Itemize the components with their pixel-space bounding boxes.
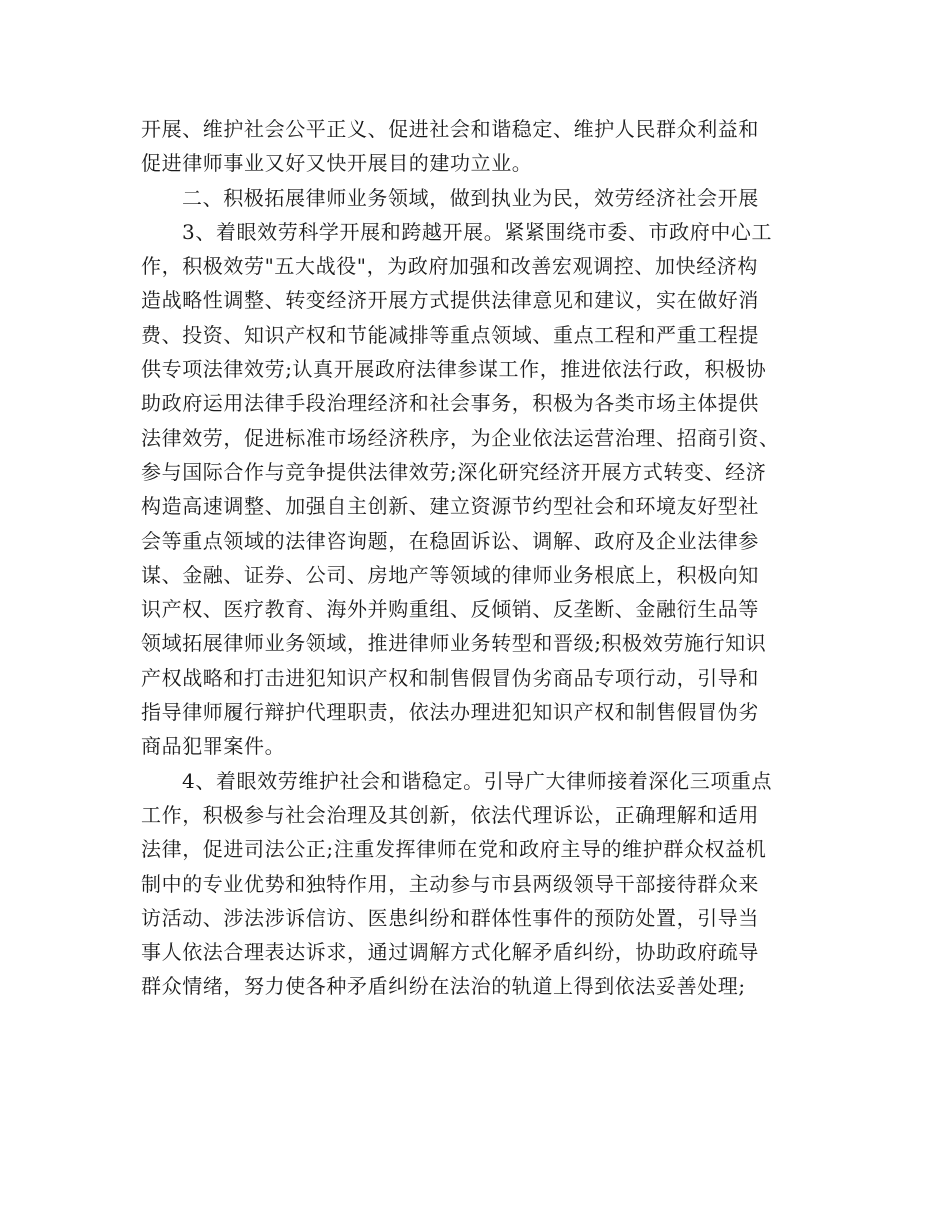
text-line: 开展、维护社会公平正义、促进社会和谐稳定、维护人民群众利益和: [141, 117, 759, 141]
text-line: 法律，促进司法公正;注重发挥律师在党和政府主导的维护群众权益机: [141, 837, 767, 862]
text-line: 造战略性调整、转变经济开展方式提供法律意见和建议，实在做好消: [141, 288, 759, 313]
text-line: 谋、金融、证券、公司、房地产等领域的律师业务根底上，积极向知: [141, 562, 759, 587]
text-line: 助政府运用法律手段治理经济和社会事务，积极为各类市场主体提供: [141, 391, 759, 416]
paragraph-item-3: [141, 215, 816, 764]
text-line: 法律效劳，促进标准市场经济秩序，为企业依法运营治理、招商引资、: [141, 425, 780, 450]
text-line: 商品犯罪案件。: [141, 734, 286, 759]
paragraph-continuation: [141, 112, 816, 181]
text-line: 参与国际合作与竞争提供法律效劳;深化研究经济开展方式转变、经济: [141, 459, 767, 484]
text-line: 供专项法律效劳;认真开展政府法律参谋工作，推进依法行政，积极协: [141, 357, 767, 382]
text-line: 群众情绪，努力使各种矛盾纠纷在法治的轨道上得到依法妥善处理;: [141, 974, 746, 999]
text-line: 识产权、医疗教育、海外并购重组、反倾销、反垄断、金融衍生品等: [141, 597, 759, 622]
text-line: 二、积极拓展律师业务领域，做到执业为民，效劳经济社会开展: [182, 185, 759, 210]
text-line: 促进律师事业又好又快开展目的建功立业。: [141, 151, 533, 176]
text-line: 工作，积极参与社会治理及其创新，依法代理诉讼，正确理解和适用: [141, 802, 759, 827]
text-line: 制中的专业优势和独特作用，主动参与市县两级领导干部接待群众来: [141, 871, 759, 896]
paragraph-item-4: [141, 764, 816, 1004]
text-line: 构造高速调整、加强自主创新、建立资源节约型社会和环境友好型社: [141, 494, 759, 519]
text-line: 指导律师履行辩护代理职责，依法办理进犯知识产权和制售假冒伪劣: [141, 700, 759, 725]
text-line: 3、着眼效劳科学开展和跨越开展。紧紧围绕市委、市政府中心工: [182, 219, 773, 244]
text-line: 作，积极效劳"五大战役"，为政府加强和改善宏观调控、加快经济构: [141, 254, 758, 279]
text-line: 产权战略和打击进犯知识产权和制售假冒伪劣商品专项行动，引导和: [141, 665, 759, 690]
text-line: 费、投资、知识产权和节能减排等重点领域、重点工程和严重工程提: [141, 322, 759, 347]
text-line: 会等重点领域的法律咨询题，在稳固诉讼、调解、政府及企业法律参: [141, 528, 759, 553]
text-line: 4、着眼效劳维护社会和谐稳定。引导广大律师接着深化三项重点: [182, 768, 773, 793]
document-body: [141, 112, 816, 1004]
section-heading: [141, 181, 816, 215]
text-line: 领域拓展律师业务领域，推进律师业务转型和晋级;积极效劳施行知识: [141, 631, 767, 656]
text-line: 事人依法合理表达诉求，通过调解方式化解矛盾纠纷，协助政府疏导: [141, 940, 759, 965]
text-line: 访活动、涉法涉诉信访、医患纠纷和群体性事件的预防处置，引导当: [141, 905, 759, 930]
